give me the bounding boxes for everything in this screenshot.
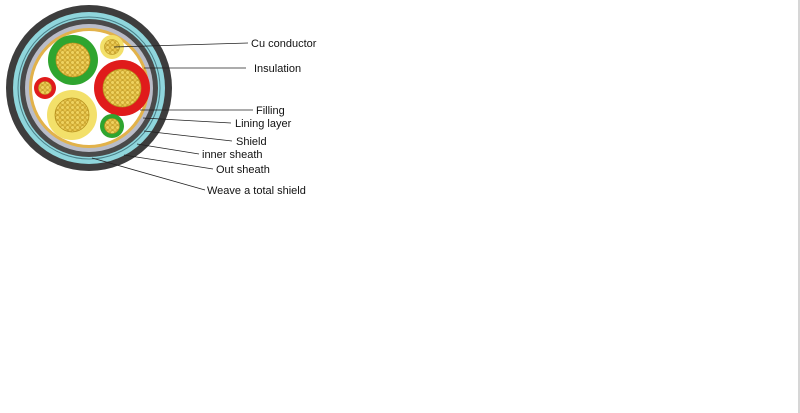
core-red-large	[94, 60, 150, 116]
core-green-large	[48, 35, 98, 85]
leader-inner-sheath	[137, 144, 199, 154]
leader-shield	[144, 131, 232, 141]
label-inner-sheath: inner sheath	[202, 149, 263, 161]
label-insulation: Insulation	[254, 63, 302, 75]
label-cu-conductor: Cu conductor	[251, 38, 317, 50]
cable-cross-section	[6, 5, 172, 171]
label-filling: Filling	[256, 105, 285, 117]
core-green-small	[100, 114, 124, 138]
core-red-small	[34, 77, 56, 99]
core-yellow-large	[47, 90, 97, 140]
labels	[202, 38, 317, 197]
leader-out-sheath	[124, 155, 213, 169]
label-out-sheath: Out sheath	[216, 164, 270, 176]
label-lining-layer: Lining layer	[235, 118, 292, 130]
leader-weave-total-shield	[92, 158, 205, 190]
label-shield: Shield	[236, 136, 267, 148]
label-weave-total-shield: Weave a total shield	[207, 185, 306, 197]
